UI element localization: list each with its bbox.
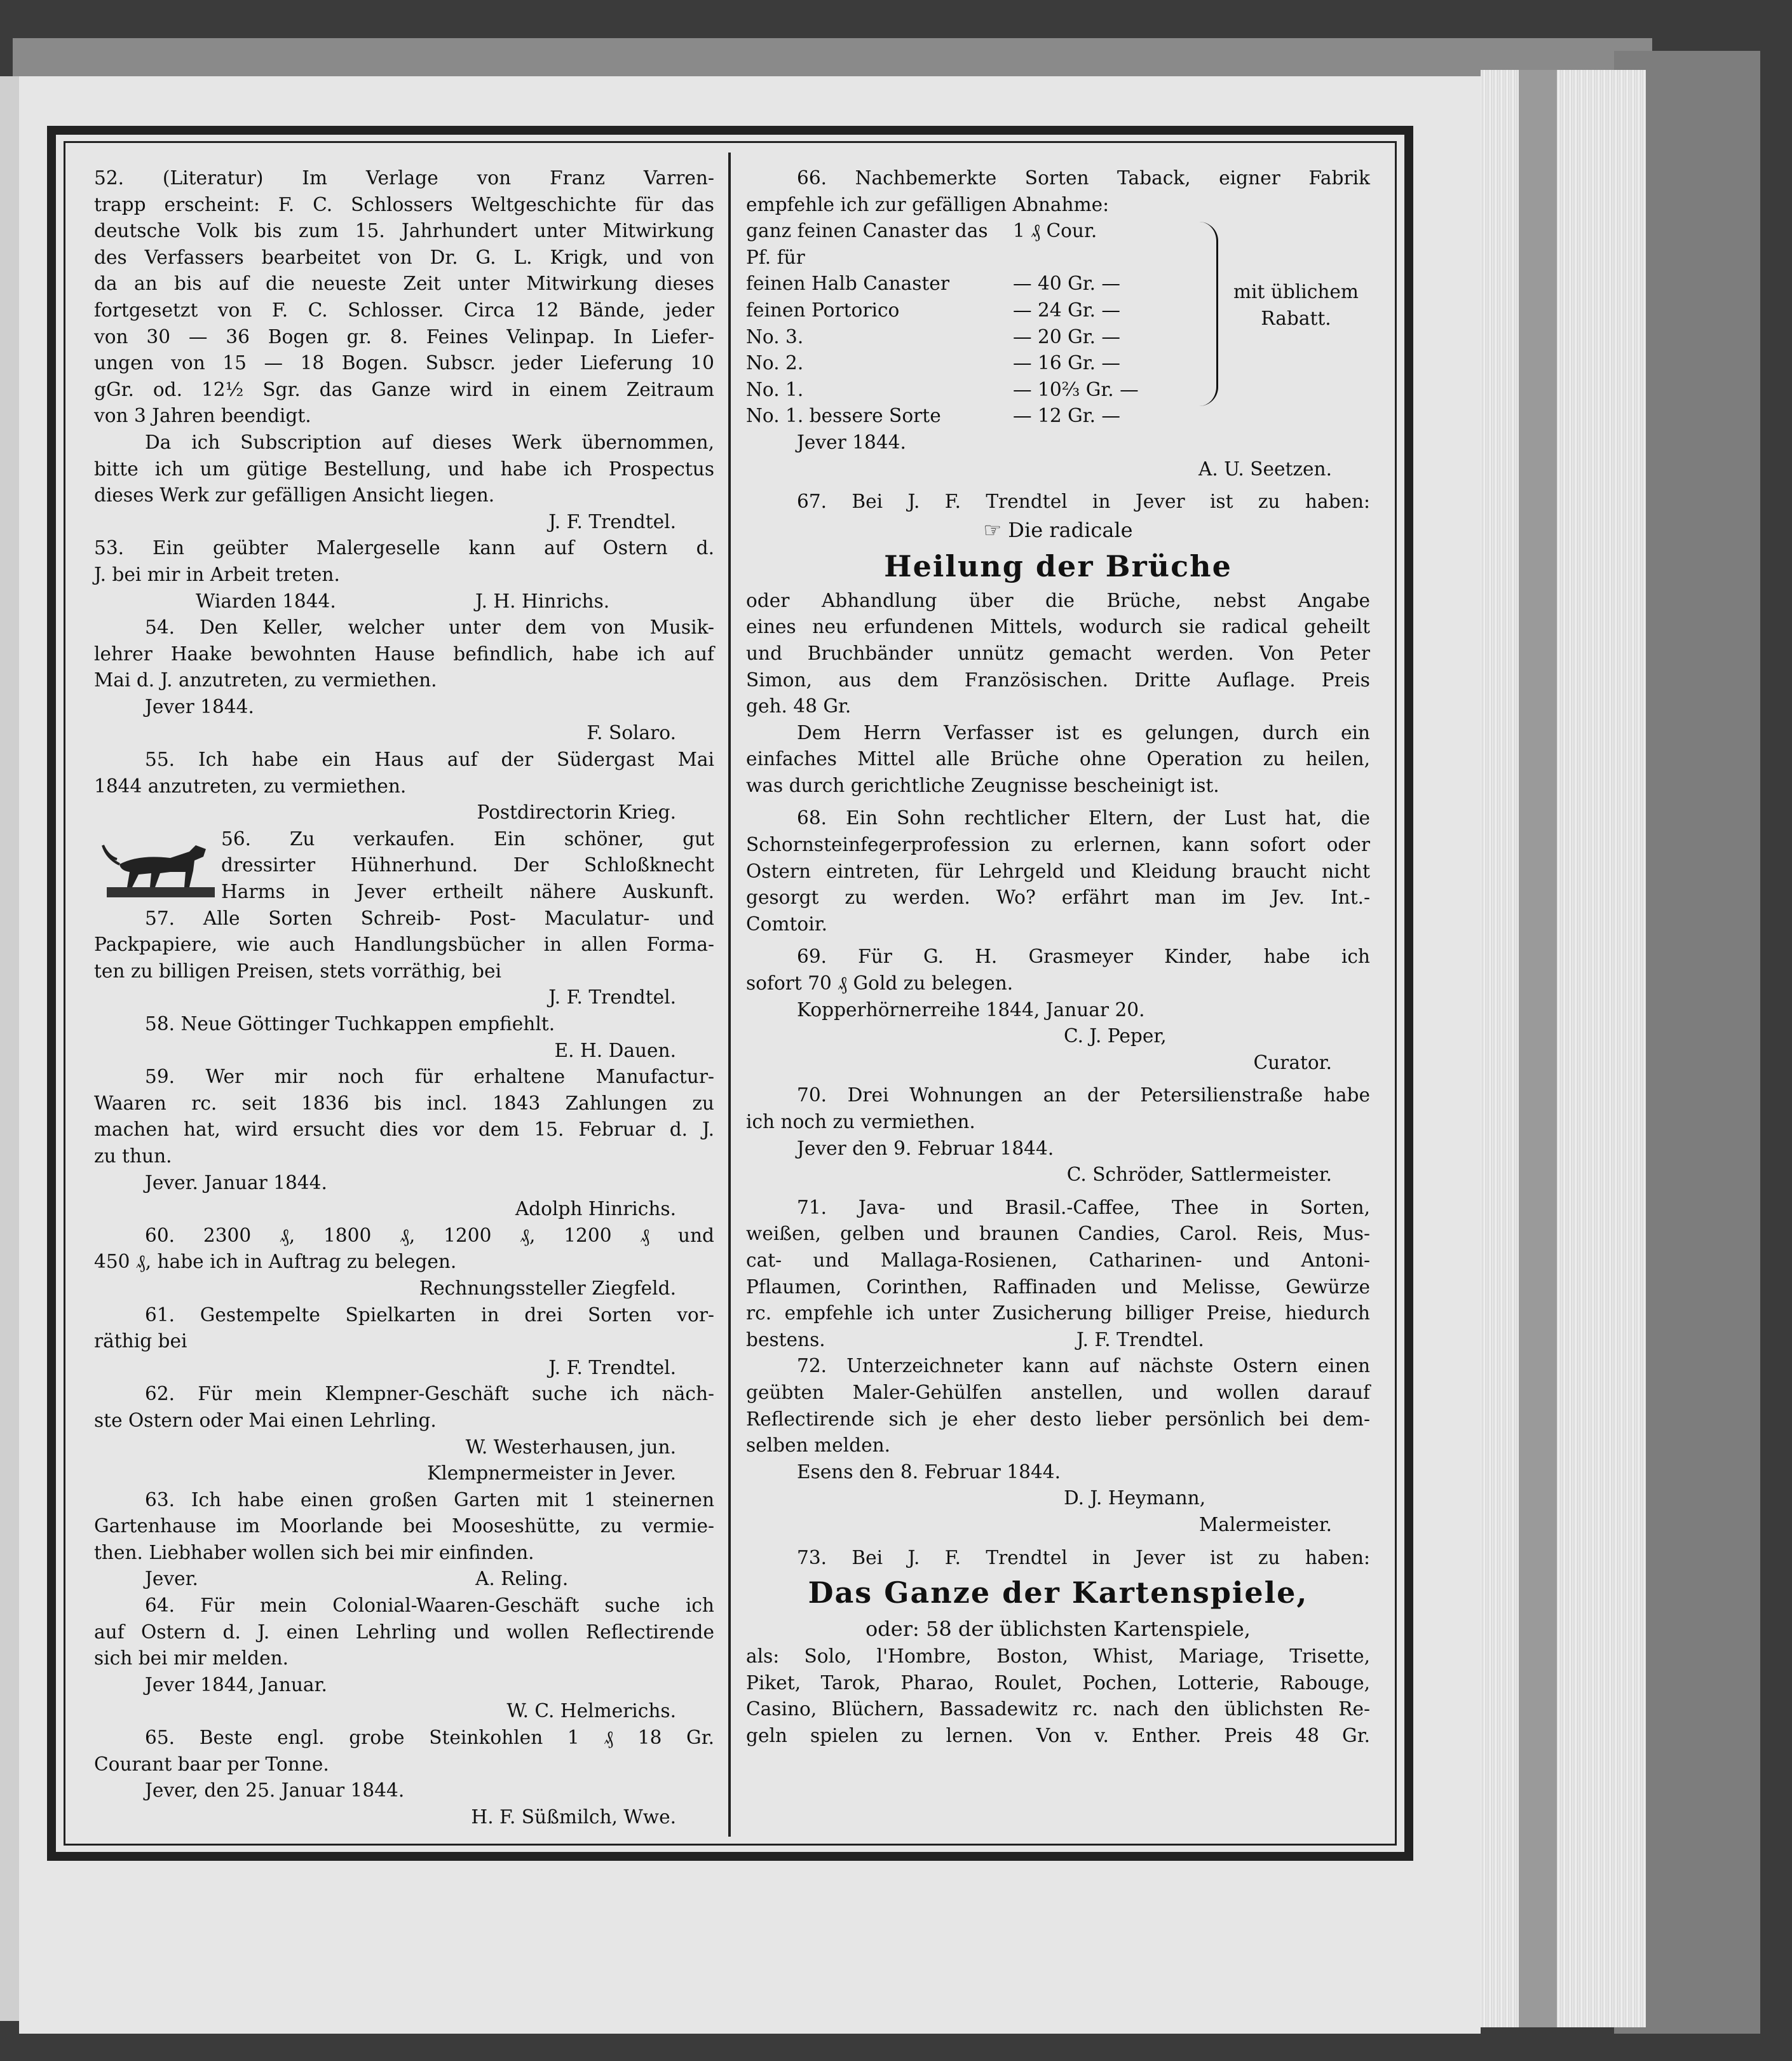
ad-signature: A. Reling. <box>475 1568 569 1590</box>
ad-signature: W. Westerhausen, jun. <box>465 1436 676 1458</box>
ad-52 <box>94 165 714 535</box>
right-column <box>746 165 1370 1749</box>
ad-signature: E. H. Dauen. <box>554 1039 676 1061</box>
ad-text-line: 58. Neue Göttinger Tuchkappen empfiehlt. <box>145 1013 555 1035</box>
ad-text-line: 1844 anzutreten, zu vermiethen. <box>94 775 407 797</box>
price-row: No. 1. bessere Sorte — 12 Gr. — <box>746 405 1121 427</box>
ad-signature: J. F. Trendtel. <box>548 986 676 1009</box>
price-row: feinen Portorico — 24 Gr. — <box>746 299 1121 321</box>
ad-65 <box>94 1725 714 1830</box>
ad-59 <box>94 1064 714 1223</box>
ad-signature: D. J. Heymann, <box>1064 1487 1206 1509</box>
ad-text-line: 57. Alle Sorten Schreib- Post- Maculatur- und <box>145 907 714 929</box>
ad-text-line: Dem Herrn Verfasser ist es gelungen, durch ein <box>797 721 1370 744</box>
ad-55 <box>94 747 714 826</box>
ad-text-line: Da ich Subscription auf dieses Werk übernommen, <box>145 431 714 453</box>
ad-text-line: Waaren rc. seit 1836 bis incl. 1843 Zahlungen zu <box>94 1092 714 1114</box>
ad-text-line: sofort 70 ₰ Gold zu belegen. <box>746 972 1014 995</box>
ad-text-line: Mai d. J. anzutreten, zu vermiethen. <box>94 669 437 691</box>
ad-text-line: 64. Für mein Colonial-Waaren-Geschäft suche ich <box>145 1595 714 1617</box>
ad-subheading: oder: 58 der üblichsten Kartenspiele, <box>865 1617 1251 1642</box>
ad-place-date: Jever, den 25. Januar 1844. <box>145 1779 405 1802</box>
ad-signature: Postdirectorin Krieg. <box>477 801 676 824</box>
ad-text-line: Schornsteinfegerprofession zu erlernen, kann sofort oder <box>746 834 1370 856</box>
ad-text-line: 69. Für G. H. Grasmeyer Kinder, habe ich <box>797 946 1370 968</box>
ad-signature: Rechnungssteller Ziegfeld. <box>419 1277 676 1299</box>
ad-text-line: cat- und Mallaga-Rosienen, Catharinen- und Antoni- <box>746 1249 1370 1271</box>
ad-text-line: 63. Ich habe einen großen Garten mit 1 steinernen <box>145 1488 714 1511</box>
page-edges <box>1481 70 1646 2027</box>
ad-signature: C. Schröder, Sattlermeister. <box>1066 1164 1332 1186</box>
ad-text-line: von 30 — 36 Bogen gr. 8. Feines Velinpap. In Liefer- <box>94 325 714 348</box>
ad-58 <box>94 1011 714 1064</box>
ad-text-line: 65. Beste engl. grobe Steinkohlen 1 ₰ 18 Gr. <box>145 1727 714 1749</box>
ad-68 <box>746 805 1370 937</box>
ad-text-line: sich bei mir melden. <box>94 1647 289 1670</box>
ad-place-date: Jever. Januar 1844. <box>145 1171 327 1194</box>
ad-text-line: 54. Den Keller, welcher unter dem von Musik- <box>145 616 714 639</box>
price-row: No. 3. — 20 Gr. — <box>746 325 1121 348</box>
ad-69 <box>746 944 1370 1076</box>
ad-text-line: 52. (Literatur) Im Verlage von Franz Varren- <box>94 167 714 189</box>
ad-signature: H. F. Süßmilch, Wwe. <box>471 1806 676 1828</box>
ad-text-line: Packpapiere, wie auch Handlungsbücher in allen Forma- <box>94 934 714 956</box>
ad-53 <box>94 535 714 615</box>
ad-signature: J. H. Hinrichs. <box>475 590 610 612</box>
ad-text-line: Pflaumen, Corinthen, Raffinaden und Melisse, Gewürze <box>746 1275 1370 1298</box>
ad-text-line: J. bei mir in Arbeit treten. <box>94 563 340 585</box>
ad-text-line: gGr. od. 12½ Sgr. das Ganze wird in einem Zeitraum <box>94 378 714 400</box>
ad-place-date: Jever den 9. Februar 1844. <box>797 1137 1054 1159</box>
ad-text-line: Simon, aus dem Französischen. Dritte Auflage. Preis <box>746 669 1370 691</box>
ad-text-line: räthig bei <box>94 1330 187 1352</box>
ad-text-line: Reflectirende sich je eher desto lieber persönlich bei dem- <box>746 1408 1370 1430</box>
column-divider <box>728 153 731 1837</box>
ad-text-line: trapp erscheint: F. C. Schlossers Weltgeschichte für das <box>94 193 714 215</box>
page-edges-shadow <box>1519 70 1557 2027</box>
ad-64 <box>94 1593 714 1725</box>
ad-text-line: was durch gerichtliche Zeugnisse bescheinigt ist. <box>746 774 1219 796</box>
ad-text-line: eines neu erfundenen Mittels, wodurch sie radical geheilt <box>746 616 1370 638</box>
ad-text-line: da an bis auf die neueste Zeit unter Mitwirkung dieses <box>94 273 714 295</box>
ad-place-date: Wiarden 1844. J. H. Hinrichs. <box>196 590 610 612</box>
ad-place-date: Esens den 8. Februar 1844. <box>797 1460 1061 1483</box>
price-row: No. 1. — 10⅔ Gr. — <box>746 378 1139 400</box>
dog-illustration <box>94 826 221 902</box>
ad-text-line: 68. Ein Sohn rechtlicher Eltern, der Lust hat, die <box>797 807 1370 829</box>
ad-text-line: 73. Bei J. F. Trendtel in Jever ist zu haben: <box>797 1546 1370 1568</box>
ad-signature: J. F. Trendtel. <box>548 1356 676 1378</box>
ad-61 <box>94 1302 714 1382</box>
ad-text-line: then. Liebhaber wollen sich bei mir einfinden. <box>94 1541 534 1563</box>
ad-signature-title: Malermeister. <box>1198 1513 1332 1535</box>
ad-text-line: des Verfassers bearbeitet von Dr. G. L. Krigk, und von <box>94 246 714 268</box>
ad-signature: C. J. Peper, <box>1064 1025 1167 1047</box>
ad-text-line: 56. Zu verkaufen. Ein schöner, gut <box>221 827 714 850</box>
ad-text-line: als: Solo, l'Hombre, Boston, Whist, Mariage, Trisette, <box>746 1645 1370 1668</box>
brace <box>1191 222 1218 406</box>
ad-text-line: Rabatt. <box>1261 307 1331 329</box>
ad-signature: A. U. Seetzen. <box>1198 458 1332 480</box>
ad-73 <box>746 1545 1370 1750</box>
ad-text-line: geübten Maler-Gehülfen anstellen, und wollen darauf <box>746 1381 1370 1403</box>
ad-62 <box>94 1381 714 1486</box>
ad-text-line: 53. Ein geübter Malergeselle kann auf Ostern d. <box>94 537 714 559</box>
ad-text-line: ungen von 15 — 18 Bogen. Subscr. jeder Lieferung 10 <box>94 352 714 374</box>
ad-text-line: rc. empfehle ich unter Zusicherung billiger Preise, hiedurch <box>746 1302 1370 1324</box>
ad-text-line: dressirter Hühnerhund. Der Schloßknecht <box>221 854 714 876</box>
ad-text-line: ste Ostern oder Mai einen Lehrling. <box>94 1409 437 1431</box>
ad-text-line: Piket, Tarok, Pharao, Roulet, Pochen, Lotterie, Rabouge, <box>746 1671 1370 1694</box>
ad-heading: Das Ganze der Kartenspiele, <box>808 1575 1308 1610</box>
ad-text-line: zu thun. <box>94 1145 172 1167</box>
ad-text-line: weißen, gelben und braunen Candies, Carol. Reis, Mus- <box>746 1223 1370 1245</box>
ad-heading: Heilung der Brüche <box>884 548 1232 583</box>
ad-signature: J. F. Trendtel. <box>1076 1328 1204 1350</box>
ad-text-line: 62. Für mein Klempner-Geschäft suche ich näch- <box>145 1383 714 1405</box>
ad-text-line: selben melden. <box>746 1434 891 1457</box>
price-row: No. 2. — 16 Gr. — <box>746 352 1121 374</box>
ad-subheading: ☞ Die radicale <box>983 517 1133 542</box>
ad-signature: J. F. Trendtel. <box>548 510 676 533</box>
ad-signature: F. Solaro. <box>587 722 676 744</box>
price-row: feinen Halb Canaster — 40 Gr. — <box>746 273 1121 295</box>
ad-place-date: Jever 1844, Januar. <box>145 1673 327 1696</box>
ad-text-line: einfaches Mittel alle Brüche ohne Operation zu heilen, <box>746 748 1370 770</box>
ad-place-date: bestens. J. F. Trendtel. <box>746 1328 1204 1350</box>
ad-text-line: Comtoir. <box>746 913 827 935</box>
left-column <box>94 165 714 1830</box>
ad-text-line: 60. 2300 ₰, 1800 ₰, 1200 ₰, 1200 ₰ und <box>145 1224 714 1246</box>
ad-text-line: Gartenhause im Moorlande bei Mooseshütte, zu vermie- <box>94 1515 714 1537</box>
ad-text-line: von 3 Jahren beendigt. <box>94 405 311 427</box>
ad-text-line: geln spielen zu lernen. Von v. Enther. Preis 48 Gr. <box>746 1724 1370 1746</box>
ad-text-line: Casino, Blüchern, Bassadewitz rc. nach den üblichsten Re- <box>746 1698 1370 1720</box>
ad-place-date: Jever 1844. <box>797 431 906 453</box>
ad-text-line: oder Abhandlung über die Brüche, nebst Angabe <box>746 589 1370 611</box>
ad-56 <box>94 826 714 906</box>
ad-text-line: 71. Java- und Brasil.-Caffee, Thee in Sorten, <box>797 1196 1370 1218</box>
ad-text-line: mit üblichem <box>1233 281 1359 303</box>
ad-text-line: dieses Werk zur gefälligen Ansicht liegen. <box>94 484 495 507</box>
tobacco-price-list <box>746 218 1370 430</box>
ad-text-line: fortgesetzt von F. C. Schlosser. Circa 12 Bände, jeder <box>94 299 714 321</box>
ad-text-line: 55. Ich habe ein Haus auf der Südergast Mai <box>145 749 714 771</box>
ad-signature-title: Curator. <box>1253 1051 1332 1073</box>
ad-text-line: ich noch zu vermiethen. <box>746 1111 975 1133</box>
ad-text-line: und Bruchbänder unnütz gemacht werden. Von Peter <box>746 642 1370 664</box>
ad-text-line: 72. Unterzeichneter kann auf nächste Ostern einen <box>797 1355 1370 1377</box>
ad-place-date: Jever. A. Reling. <box>145 1568 569 1590</box>
ad-71 <box>746 1195 1370 1354</box>
price-row: ganz feinen Canaster das Pf. für 1 ₰ Cour. <box>746 220 1097 268</box>
ad-57 <box>94 906 714 1011</box>
ad-text-line: machen hat, wird ersucht dies vor dem 15. Februar d. J. <box>94 1119 714 1141</box>
rabatt-note <box>1218 218 1359 430</box>
ad-text-line: 67. Bei J. F. Trendtel in Jever ist zu haben: <box>797 491 1370 513</box>
ad-text-line: lehrer Haake bewohnten Hause befindlich, habe ich auf <box>94 643 714 665</box>
facing-page-edge <box>0 76 19 2021</box>
ad-67 <box>746 489 1370 799</box>
ad-text-line: Ostern eintreten, für Lehrgeld und Kleidung braucht nicht <box>746 860 1370 882</box>
ad-text-line: 450 ₰, habe ich in Auftrag zu belegen. <box>94 1251 457 1273</box>
ad-text-line: Harms in Jever ertheilt nähere Auskunft. <box>221 881 714 903</box>
ad-text-line: Courant baar per Tonne. <box>94 1753 329 1775</box>
ad-54 <box>94 615 714 747</box>
ad-signature-title: Klempnermeister in Jever. <box>427 1462 676 1485</box>
ad-72 <box>746 1353 1370 1538</box>
ad-text-line: auf Ostern d. J. einen Lehrling und wollen Reflectirende <box>94 1621 714 1643</box>
ad-text-line: ten zu billigen Preisen, stets vorräthig, bei <box>94 960 501 982</box>
ad-place-date: Jever 1844. <box>145 695 254 718</box>
ad-text-line: 70. Drei Wohnungen an der Petersilienstraße habe <box>797 1084 1370 1106</box>
ad-66 <box>746 165 1370 482</box>
ad-text-line: 59. Wer mir noch für erhaltene Manufactur- <box>145 1066 714 1088</box>
ad-text-line: gesorgt zu werden. Wo? erfährt man im Jev. Int.- <box>746 887 1370 909</box>
ad-signature: W. C. Helmerichs. <box>506 1700 676 1722</box>
ad-text-line: 66. Nachbemerkte Sorten Taback, eigner Fabrik <box>797 167 1370 189</box>
ad-text-line: 61. Gestempelte Spielkarten in drei Sorten vor- <box>145 1303 714 1326</box>
ad-60 <box>94 1223 714 1302</box>
ad-place-date: Kopperhörnerreihe 1844, Januar 20. <box>797 998 1145 1021</box>
ad-63 <box>94 1487 714 1593</box>
ad-signature: Adolph Hinrichs. <box>515 1198 676 1220</box>
ad-text-line: empfehle ich zur gefälligen Abnahme: <box>746 193 1110 215</box>
ad-text-line: geh. 48 Gr. <box>746 695 852 718</box>
ad-text-line: deutsche Volk bis zum 15. Jahrhundert unter Mitwirkung <box>94 220 714 242</box>
ad-70 <box>746 1082 1370 1188</box>
ad-text-line: bitte ich um gütige Bestellung, und habe ich Prospectus <box>94 458 714 480</box>
